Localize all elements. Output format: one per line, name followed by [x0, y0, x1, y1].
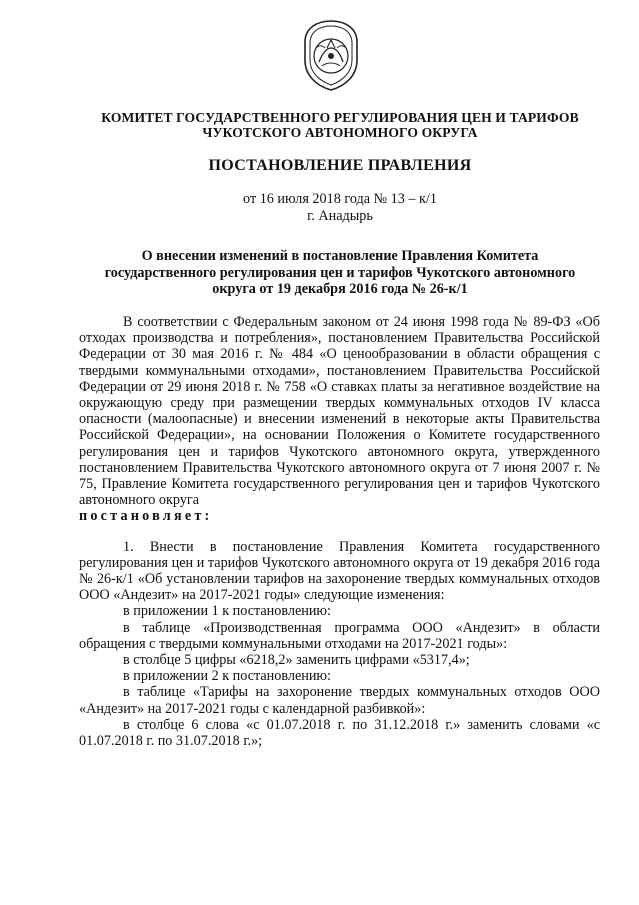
coat-of-arms-icon: [297, 18, 365, 92]
organization-name: [60, 110, 620, 140]
subject-line-3: округа от 19 декабря 2016 года № 26-к/1: [212, 281, 468, 297]
table-2-paragraph: в таблице «Тарифы на захоронение твердых коммунальных отходов ООО «Андезит» на 2017-2021 годы с календарной разбивкой»:: [79, 684, 600, 717]
subject-line-2: государственного регулирования цен и тарифов Чукотского автономного: [104, 264, 576, 281]
org-line-2: ЧУКОТСКОГО АВТОНОМНОГО ОКРУГА: [202, 125, 478, 140]
document-subject: [80, 248, 600, 298]
document-body: [79, 314, 600, 749]
appendix-1-line: в приложении 1 к постановлению:: [123, 603, 331, 620]
document-type: ПОСТАНОВЛЕНИЕ ПРАВЛЕНИЯ: [208, 157, 472, 174]
date-number: от 16 июля 2018 года № 13 – к/1: [243, 191, 437, 207]
city: г. Анадырь: [307, 208, 373, 224]
item-1-paragraph: 1. Внести в постановление Правления Комитета государственного регулирования цен и тарифов Чукотского автономного округа от 19 декабря 2016 года № 26-к/1 «Об установлении тарифов на захоронение твердых коммунальных отходов ООО «Андезит» на 2017-2021 годы» следующие изменения:: [79, 538, 600, 604]
preamble-paragraph: В соответствии с Федеральным законом от 24 июня 1998 года № 89-ФЗ «Об отходах производства и потребления», постановлением Правительства Российской Федерации от 30 мая 2016 г. № 484 «О ценообразовании в области обращения с твердыми коммунальными отходами», постановлением Правительства Российской Федерации от 29 июня 2018 г. № 758 «О ставках платы за негативное воздействие на окружающую среду при размещении твердых коммунальных отходов IV класса опасности (малоопасные) и внесении изменений в некоторые акты Правительства Российской Федерации», на основании Положения о Комитете государственного регулирования цен и тарифов Чукотского автономного округа, утвержденного постановлением Правительства Чукотского автономного округа от 7 июня 2007 г. № 75, Правление Комитета государственного регулирования цен и тарифов Чукотского автономного округа: [79, 314, 600, 509]
column-6-paragraph: в столбце 6 слова «с 01.07.2018 г. по 31.12.2018 г.» заменить словами «с 01.07.2018 г. по 31.07.2018 г.»;: [79, 716, 600, 750]
org-line-1: КОМИТЕТ ГОСУДАРСТВЕННОГО РЕГУЛИРОВАНИЯ ЦЕН И ТАРИФОВ: [101, 110, 579, 125]
resolves-heading: постановляет:: [79, 508, 213, 525]
column-5-line: в столбце 5 цифры «6218,2» заменить цифрами «5317,4»;: [123, 652, 470, 669]
subject-line-1: О внесении изменений в постановление Правления Комитета: [141, 248, 539, 264]
document-meta: [60, 191, 620, 225]
appendix-2-line: в приложении 2 к постановлению:: [123, 668, 331, 685]
table-1-paragraph: в таблице «Производственная программа ООО «Андезит» в области обращения с твердыми коммунальными отходами на 2017-2021 годы»:: [79, 619, 600, 652]
